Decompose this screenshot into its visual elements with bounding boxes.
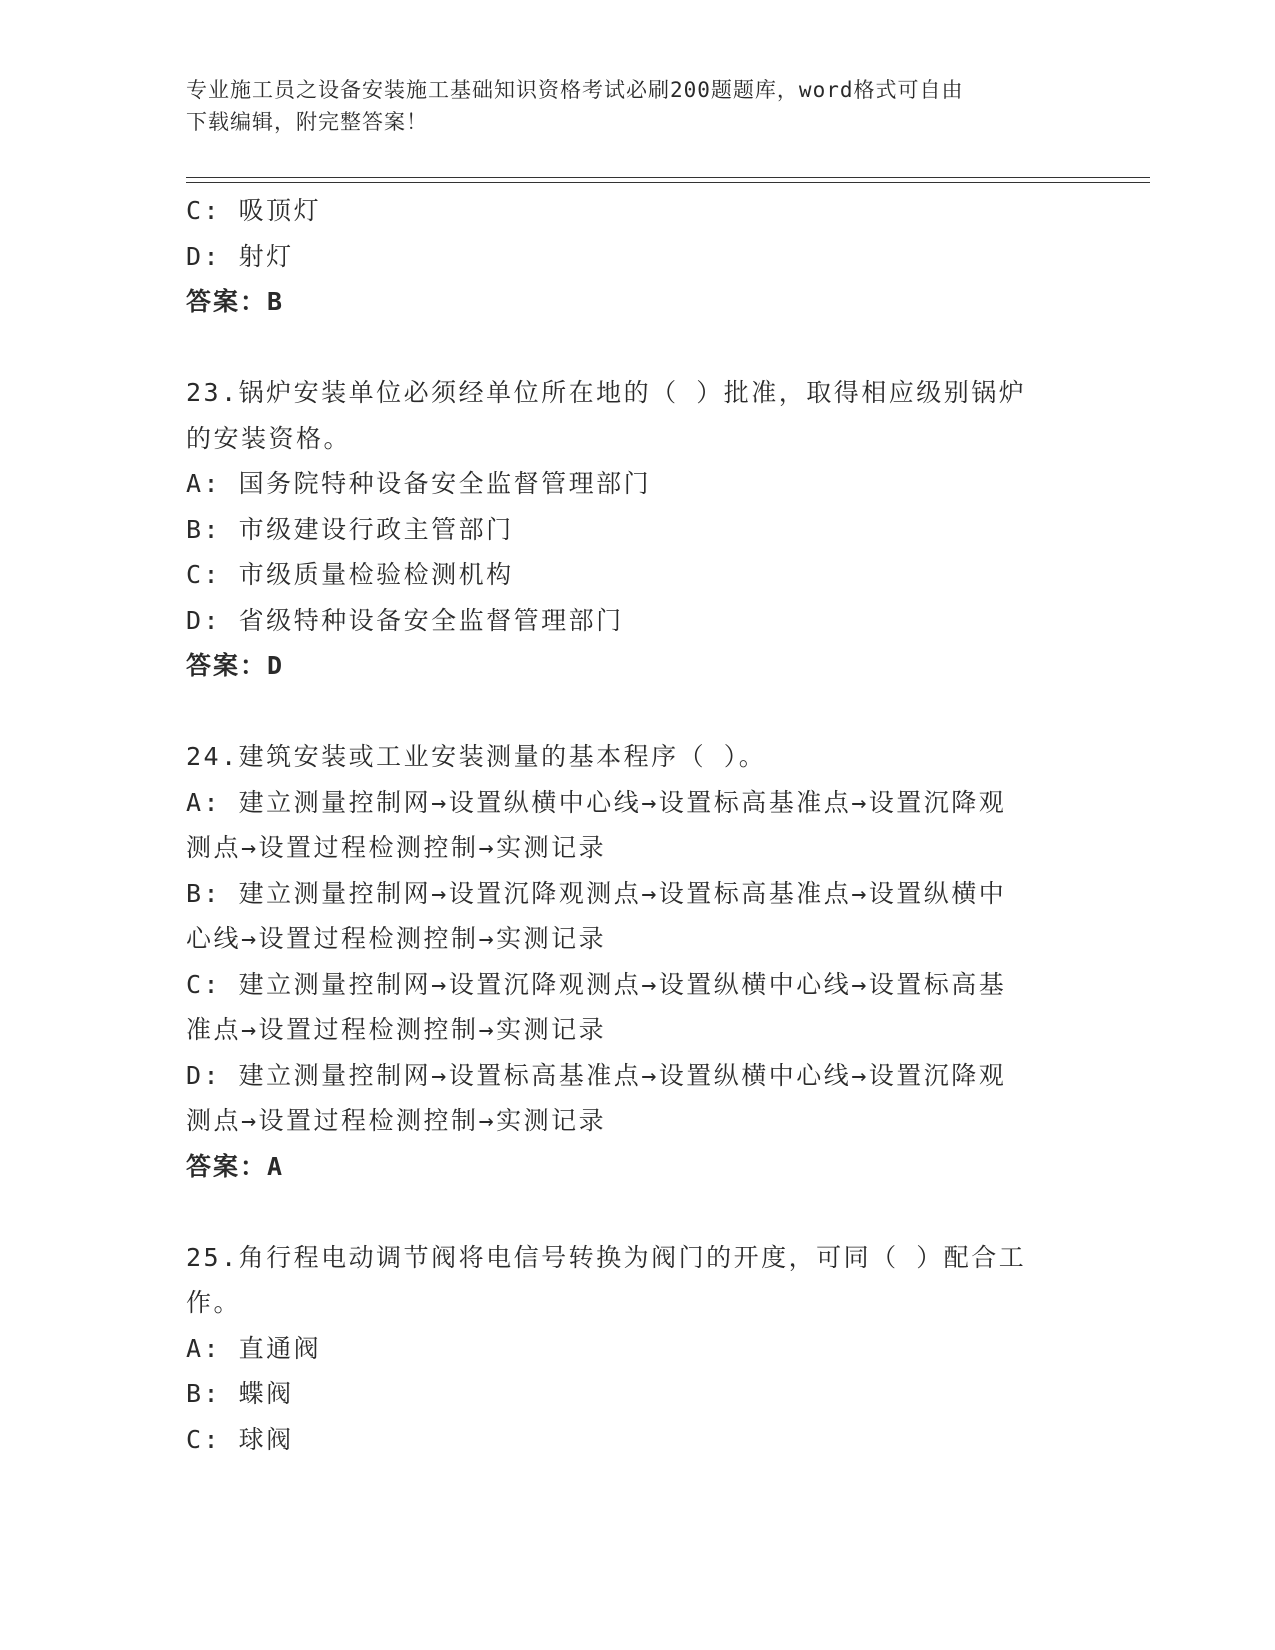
option-a: A: 建立测量控制网→设置纵横中心线→设置标高基准点→设置沉降观 — [186, 787, 1007, 817]
option-c: C: 吸顶灯 — [186, 196, 322, 225]
previous-question-tail — [186, 188, 1086, 325]
option-b: B: 市级建设行政主管部门 — [186, 514, 514, 544]
page-header — [186, 74, 1066, 138]
question-24 — [186, 734, 1086, 1189]
spacer — [186, 1189, 1086, 1235]
option-d: D: 建立测量控制网→设置标高基准点→设置纵横中心线→设置沉降观 — [186, 1060, 1007, 1090]
option-c-continued: 准点→设置过程检测控制→实测记录 — [186, 1015, 607, 1044]
header-text-line-1: 专业施工员之设备安装施工基础知识资格考试必刷200题题库，word格式可自由 — [186, 78, 964, 102]
question-stem-line: 25.角行程电动调节阀将电信号转换为阀门的开度，可同（ ）配合工 — [186, 1242, 1027, 1272]
option-b: B: 蝶阀 — [186, 1379, 294, 1408]
option-a-continued: 测点→设置过程检测控制→实测记录 — [186, 833, 607, 862]
answer-line: 答案：B — [186, 287, 285, 316]
option-a: A: 国务院特种设备安全监督管理部门 — [186, 469, 652, 498]
option-a: A: 直通阀 — [186, 1333, 322, 1363]
answer-line: 答案：D — [186, 651, 285, 680]
question-content — [186, 188, 1086, 1462]
option-d-continued: 测点→设置过程检测控制→实测记录 — [186, 1106, 607, 1135]
option-b: B: 建立测量控制网→设置沉降观测点→设置标高基准点→设置纵横中 — [186, 878, 1007, 908]
spacer — [186, 689, 1086, 735]
option-d: D: 省级特种设备安全监督管理部门 — [186, 605, 624, 635]
answer-line: 答案：A — [186, 1151, 285, 1181]
question-23 — [186, 370, 1086, 689]
option-c: C: 市级质量检验检测机构 — [186, 560, 514, 589]
question-stem-line: 作。 — [186, 1288, 242, 1317]
option-b-continued: 心线→设置过程检测控制→实测记录 — [186, 924, 607, 953]
question-25 — [186, 1235, 1086, 1463]
header-text-line-2: 下载编辑，附完整答案！ — [186, 110, 428, 134]
spacer — [186, 325, 1086, 371]
question-stem-line: 24.建筑安装或工业安装测量的基本程序（ ）。 — [186, 742, 767, 771]
option-c: C: 球阀 — [186, 1424, 294, 1454]
question-stem-line: 的安装资格。 — [186, 423, 352, 453]
option-c: C: 建立测量控制网→设置沉降观测点→设置纵横中心线→设置标高基 — [186, 969, 1007, 999]
option-d: D: 射灯 — [186, 241, 294, 271]
header-divider-top — [186, 177, 1150, 178]
question-stem-line: 23.锅炉安装单位必须经单位所在地的（ ）批准，取得相应级别锅炉 — [186, 378, 1027, 407]
header-divider-bottom — [186, 182, 1150, 183]
